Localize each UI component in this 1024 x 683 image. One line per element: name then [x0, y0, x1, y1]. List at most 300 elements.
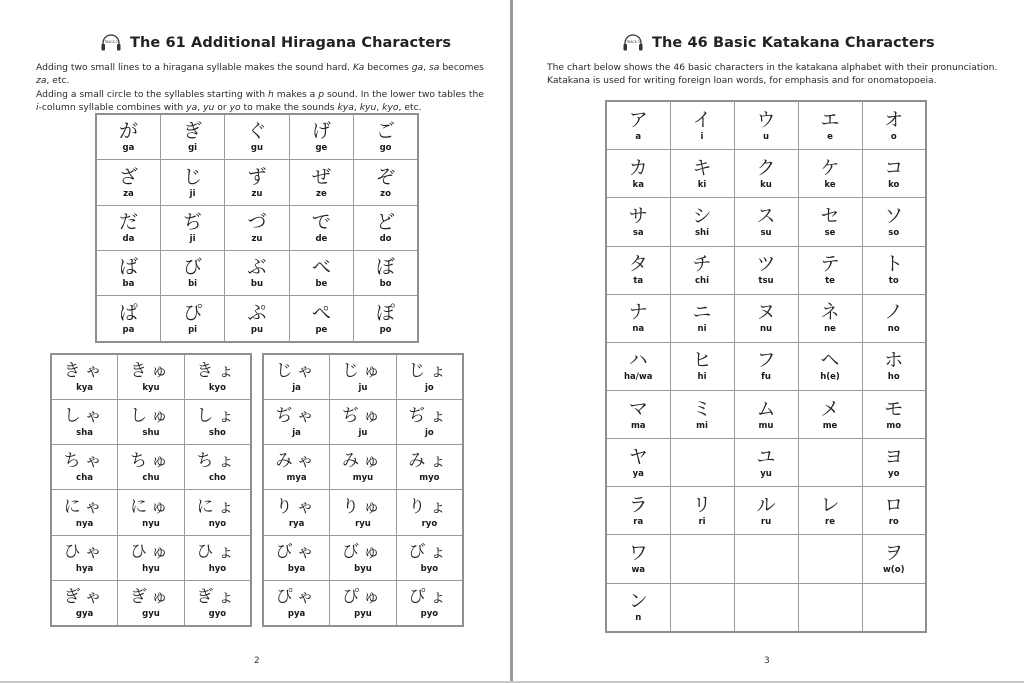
romaji-label: ho [887, 372, 900, 383]
kana-glyph: ちょ [196, 451, 239, 472]
table-row [606, 342, 926, 390]
romaji-label: do [379, 233, 392, 244]
right-page [513, 0, 1024, 683]
kana-glyph: コ [884, 156, 904, 179]
kana-cell [798, 198, 862, 246]
kana-cell [184, 354, 251, 400]
kana-glyph: ご [376, 120, 396, 143]
kana-cell [330, 400, 397, 445]
kana-cell [160, 251, 224, 296]
kana-glyph: じょ [408, 361, 451, 382]
kana-cell [606, 583, 670, 632]
intro-text: makes a [273, 88, 319, 100]
kana-glyph: ル [756, 493, 776, 516]
intro-text: , [353, 101, 360, 113]
kana-cell [51, 535, 118, 580]
intro-text: , [197, 101, 204, 113]
kana-glyph: リ [692, 493, 712, 516]
kana-glyph: ぱ [118, 301, 138, 324]
combo-hiragana-table-right [262, 353, 464, 627]
kana-cell [96, 296, 160, 342]
romaji-label: ni [697, 324, 707, 335]
table-row [606, 198, 926, 246]
kana-cell [734, 150, 798, 198]
kana-glyph: ぜ [311, 165, 331, 188]
romaji-label: ka [632, 179, 644, 190]
kana-cell [51, 354, 118, 400]
table-row [96, 296, 418, 342]
kana-glyph: ぎゅ [129, 586, 172, 607]
table-row [96, 205, 418, 250]
romaji-label: pa [122, 324, 135, 335]
kana-cell [263, 354, 330, 400]
intro-text: to make the sounds [240, 101, 338, 113]
table-row [263, 400, 463, 445]
romaji-label: nya [75, 518, 94, 529]
romaji-label: ba [122, 279, 135, 290]
kana-glyph: ぼ [376, 256, 396, 279]
kana-glyph: シ [692, 205, 712, 228]
kana-glyph: みゅ [341, 451, 384, 472]
kana-cell [289, 205, 353, 250]
romaji-label: gyo [208, 608, 227, 619]
romaji-label: nu [759, 324, 773, 335]
empty-cell [670, 439, 734, 487]
romaji-label: to [888, 276, 899, 287]
romaji-label: ja [292, 428, 301, 439]
kana-cell [184, 580, 251, 626]
kana-glyph: ぐ [247, 120, 267, 143]
kana-glyph: イ [692, 108, 712, 131]
kana-cell [606, 150, 670, 198]
kana-glyph: ぷ [247, 301, 267, 324]
kana-cell [606, 246, 670, 294]
kana-glyph: びゃ [275, 541, 318, 562]
kana-cell [225, 251, 289, 296]
kana-glyph: づ [247, 210, 267, 233]
romaji-label: yo [888, 468, 900, 479]
kana-glyph: ぎゃ [63, 586, 106, 607]
kana-cell [670, 246, 734, 294]
empty-cell [862, 583, 926, 632]
romaji-label: ri [698, 516, 706, 527]
romaji-label: go [379, 143, 392, 154]
kana-glyph: ヘ [820, 349, 840, 372]
empty-cell [670, 583, 734, 632]
kana-cell [606, 391, 670, 439]
kana-glyph: で [311, 210, 331, 233]
romaji-label: za [123, 188, 134, 199]
kana-glyph: ず [247, 165, 267, 188]
kana-cell [396, 535, 463, 580]
kana-glyph: にょ [196, 496, 239, 517]
romaji-label: be [315, 279, 328, 290]
kana-glyph: だ [118, 210, 138, 233]
kana-glyph: みょ [408, 451, 451, 472]
kana-cell [606, 101, 670, 150]
kana-cell [96, 251, 160, 296]
romaji-label: so [888, 228, 900, 239]
empty-cell [798, 439, 862, 487]
kana-glyph: ひょ [196, 541, 239, 562]
kana-cell [862, 198, 926, 246]
romaji-label: ki [697, 179, 707, 190]
intro-text: Ka [352, 62, 365, 73]
romaji-label: da [122, 233, 135, 244]
voiced-hiragana-table [95, 113, 419, 343]
intro-line [547, 74, 1017, 87]
kana-cell [263, 490, 330, 535]
kana-glyph: テ [820, 253, 840, 276]
intro-paragraph [547, 61, 1017, 88]
romaji-label: fu [761, 372, 771, 383]
kana-cell [798, 101, 862, 150]
kana-glyph: ス [756, 205, 776, 228]
romaji-label: ge [315, 143, 328, 154]
kana-cell [184, 490, 251, 535]
kana-glyph: ヌ [756, 301, 776, 324]
table-row [263, 354, 463, 400]
romaji-label: hi [697, 372, 707, 383]
track-label: TRACK 3 [626, 40, 640, 44]
kana-glyph: じゅ [341, 361, 384, 382]
kana-cell [396, 490, 463, 535]
katakana-table [605, 100, 927, 633]
kana-glyph: びょ [408, 541, 451, 562]
kana-glyph: べ [311, 256, 331, 279]
romaji-label: jo [425, 428, 434, 439]
kana-cell [225, 296, 289, 342]
kana-glyph: エ [820, 108, 840, 131]
kana-cell [862, 150, 926, 198]
kana-glyph: ぢゅ [341, 406, 384, 427]
romaji-label: hyu [142, 563, 160, 574]
romaji-label: n [635, 613, 642, 624]
kana-cell [606, 294, 670, 342]
kana-cell [263, 580, 330, 626]
romaji-label: gu [250, 143, 264, 154]
kana-cell [396, 445, 463, 490]
kana-cell [51, 490, 118, 535]
romaji-label: gya [75, 608, 94, 619]
romaji-label: pyu [354, 608, 372, 619]
romaji-label: byo [420, 563, 439, 574]
kana-glyph: ぢ [183, 210, 203, 233]
headphones-track-icon [622, 34, 644, 52]
kana-cell [396, 580, 463, 626]
kana-glyph: ン [628, 590, 648, 613]
romaji-label: mya [286, 473, 307, 484]
kana-glyph: び [183, 256, 203, 279]
romaji-label: cho [208, 473, 226, 484]
kana-cell [354, 114, 418, 160]
romaji-label: ta [633, 276, 644, 287]
kana-cell [862, 391, 926, 439]
intro-text: or [214, 101, 230, 113]
kana-glyph: ヨ [884, 445, 904, 468]
romaji-label: sha [76, 428, 93, 439]
romaji-label: ko [888, 179, 900, 190]
kana-cell [670, 342, 734, 390]
kana-cell [354, 160, 418, 205]
kana-glyph: りゃ [275, 496, 318, 517]
kana-cell [862, 101, 926, 150]
romaji-label: cha [76, 473, 93, 484]
kana-cell [330, 354, 397, 400]
empty-cell [670, 535, 734, 583]
kana-glyph: ぴょ [408, 586, 451, 607]
kana-glyph: きょ [196, 361, 239, 382]
kana-glyph: ぺ [311, 301, 331, 324]
kana-cell [330, 445, 397, 490]
kana-glyph: モ [884, 397, 904, 420]
kana-cell [184, 400, 251, 445]
kana-glyph: フ [756, 349, 776, 372]
kana-cell [734, 101, 798, 150]
katakana-heading [622, 34, 935, 52]
romaji-label: bu [250, 279, 264, 290]
kana-glyph: ユ [756, 445, 776, 468]
intro-text: h [268, 88, 274, 100]
kana-cell [118, 445, 185, 490]
kana-glyph: ひゅ [129, 541, 172, 562]
kana-glyph: ちゃ [63, 451, 106, 472]
kana-glyph: ミ [692, 397, 712, 420]
kana-glyph: ぎ [183, 120, 203, 143]
intro-paragraph [36, 61, 496, 114]
romaji-label: nyo [208, 518, 227, 529]
kana-glyph: ツ [756, 253, 776, 276]
romaji-label: u [762, 131, 770, 142]
table-row [51, 354, 251, 400]
kana-cell [606, 535, 670, 583]
table-row [606, 294, 926, 342]
kana-glyph: しゅ [129, 406, 172, 427]
kana-glyph: ヤ [628, 445, 648, 468]
kana-glyph: オ [884, 108, 904, 131]
table-row [606, 391, 926, 439]
romaji-label: su [760, 228, 772, 239]
intro-text: , etc. [398, 101, 422, 113]
romaji-label: nyu [142, 518, 160, 529]
kana-cell [798, 246, 862, 294]
table-row [606, 487, 926, 535]
kana-glyph: みゃ [275, 451, 318, 472]
kana-glyph: しゃ [63, 406, 106, 427]
page-number: 3 [764, 656, 770, 666]
romaji-label: no [887, 324, 900, 335]
kana-cell [354, 296, 418, 342]
kana-cell [798, 342, 862, 390]
table-row [263, 580, 463, 626]
romaji-label: kya [76, 383, 94, 394]
kana-cell [118, 490, 185, 535]
kana-glyph: りょ [408, 496, 451, 517]
kana-glyph: にゅ [130, 496, 172, 517]
kana-glyph: ぽ [376, 301, 396, 324]
romaji-label: myu [352, 473, 374, 484]
kana-glyph: げ [311, 120, 331, 143]
intro-text: , [423, 62, 429, 73]
table-row [606, 246, 926, 294]
table-row [606, 150, 926, 198]
kana-cell [118, 400, 185, 445]
kana-glyph: ニ [692, 301, 712, 324]
table-row [263, 445, 463, 490]
romaji-label: bi [188, 279, 198, 290]
intro-text: kyu [359, 101, 377, 113]
kana-cell [289, 251, 353, 296]
table-row [263, 535, 463, 580]
kana-cell [160, 160, 224, 205]
combo-hiragana-table-left [50, 353, 252, 627]
romaji-label: byu [354, 563, 372, 574]
table-row [96, 160, 418, 205]
kana-cell [96, 205, 160, 250]
romaji-label: gi [188, 143, 198, 154]
romaji-label: ryu [355, 518, 371, 529]
kana-cell [118, 535, 185, 580]
kana-glyph: きゃ [63, 361, 106, 382]
kana-cell [670, 487, 734, 535]
kana-cell [606, 439, 670, 487]
kana-glyph: りゅ [341, 496, 384, 517]
kana-cell [96, 160, 160, 205]
kana-glyph: ヲ [884, 542, 904, 565]
kana-cell [184, 445, 251, 490]
kana-cell [263, 445, 330, 490]
intro-text: za [36, 75, 47, 87]
track-label: TRACK 2 [104, 40, 118, 44]
intro-line [547, 61, 1017, 74]
kana-cell [289, 160, 353, 205]
romaji-label: ro [888, 516, 899, 527]
kana-cell [51, 580, 118, 626]
kana-glyph: キ [692, 156, 712, 179]
kana-glyph: ぴゃ [275, 586, 318, 607]
romaji-label: me [822, 420, 838, 431]
kana-cell [734, 439, 798, 487]
kana-cell [96, 114, 160, 160]
kana-glyph: ネ [820, 301, 840, 324]
romaji-label: ryo [421, 518, 438, 529]
kana-cell [118, 580, 185, 626]
page-title: The 61 Additional Hiragana Characters [130, 35, 452, 51]
romaji-label: ru [760, 516, 772, 527]
romaji-label: mi [696, 420, 708, 431]
kana-glyph: ム [756, 397, 776, 420]
intro-text: kya [337, 101, 354, 113]
intro-text: yu [203, 101, 215, 113]
romaji-label: hyo [208, 563, 227, 574]
kana-cell [862, 342, 926, 390]
kana-cell [670, 101, 734, 150]
kana-glyph: ハ [628, 349, 648, 372]
kana-cell [289, 296, 353, 342]
romaji-label: chu [142, 473, 160, 484]
romaji-label: zo [380, 188, 391, 199]
intro-text: yo [229, 101, 241, 113]
table-row [96, 251, 418, 296]
kana-glyph: きゅ [129, 361, 172, 382]
kana-cell [670, 150, 734, 198]
romaji-label: pya [287, 608, 306, 619]
intro-text: Adding a small circle to the syllables starting with [36, 88, 268, 100]
intro-text: -column syllable combines with [38, 101, 187, 113]
romaji-label: a [635, 131, 642, 142]
kana-cell [184, 535, 251, 580]
kana-glyph: にゃ [63, 496, 106, 517]
romaji-label: chi [694, 276, 709, 287]
romaji-label: o [890, 131, 897, 142]
intro-text: Adding two small lines to a hiragana syllable makes the sound hard. [36, 62, 353, 73]
kana-glyph: チ [692, 253, 712, 276]
kana-glyph: レ [820, 493, 840, 516]
romaji-label: ze [316, 188, 327, 199]
kana-glyph: ぞ [376, 165, 396, 188]
romaji-label: pyo [420, 608, 439, 619]
page-title: The 46 Basic Katakana Characters [652, 35, 935, 51]
kana-cell [396, 354, 463, 400]
kana-glyph: マ [628, 397, 648, 420]
romaji-label: pi [188, 324, 198, 335]
intro-line [36, 88, 496, 101]
romaji-label: bo [379, 279, 392, 290]
intro-text: sound. In the lower two tables the [324, 88, 484, 100]
kana-glyph: ぢゃ [275, 406, 318, 427]
kana-cell [225, 114, 289, 160]
kana-cell [118, 354, 185, 400]
romaji-label: kyo [208, 383, 226, 394]
intro-text: , [376, 101, 383, 113]
empty-cell [734, 535, 798, 583]
table-row [51, 400, 251, 445]
table-row [51, 580, 251, 626]
intro-text: Katakana is used for writing foreign loan words, for emphasis and for onomatopoeia. [547, 75, 937, 87]
romaji-label: yu [760, 468, 772, 479]
kana-cell [670, 294, 734, 342]
romaji-label: po [379, 324, 392, 335]
kana-cell [734, 246, 798, 294]
kana-cell [225, 205, 289, 250]
kana-glyph: ざ [118, 165, 138, 188]
kana-cell [734, 487, 798, 535]
romaji-label: bya [287, 563, 306, 574]
romaji-label: ji [189, 188, 196, 199]
romaji-label: sa [632, 228, 644, 239]
kana-glyph: サ [628, 205, 648, 228]
table-row [263, 490, 463, 535]
kana-cell [670, 391, 734, 439]
romaji-label: hya [75, 563, 94, 574]
kana-glyph: セ [820, 205, 840, 228]
kana-glyph: ぎょ [196, 586, 239, 607]
kana-glyph: ぶ [247, 256, 267, 279]
kana-glyph: ぢょ [408, 406, 451, 427]
intro-text: sa [429, 62, 440, 73]
kana-cell [734, 294, 798, 342]
kana-glyph: ぴゅ [341, 586, 384, 607]
kana-glyph: ど [376, 210, 396, 233]
romaji-label: tsu [758, 276, 774, 287]
romaji-label: rya [288, 518, 305, 529]
intro-text: ya [186, 101, 198, 113]
romaji-label: pe [315, 324, 328, 335]
kana-cell [798, 294, 862, 342]
kana-cell [798, 150, 862, 198]
kana-glyph: ば [118, 256, 138, 279]
page-number: 2 [254, 656, 260, 666]
